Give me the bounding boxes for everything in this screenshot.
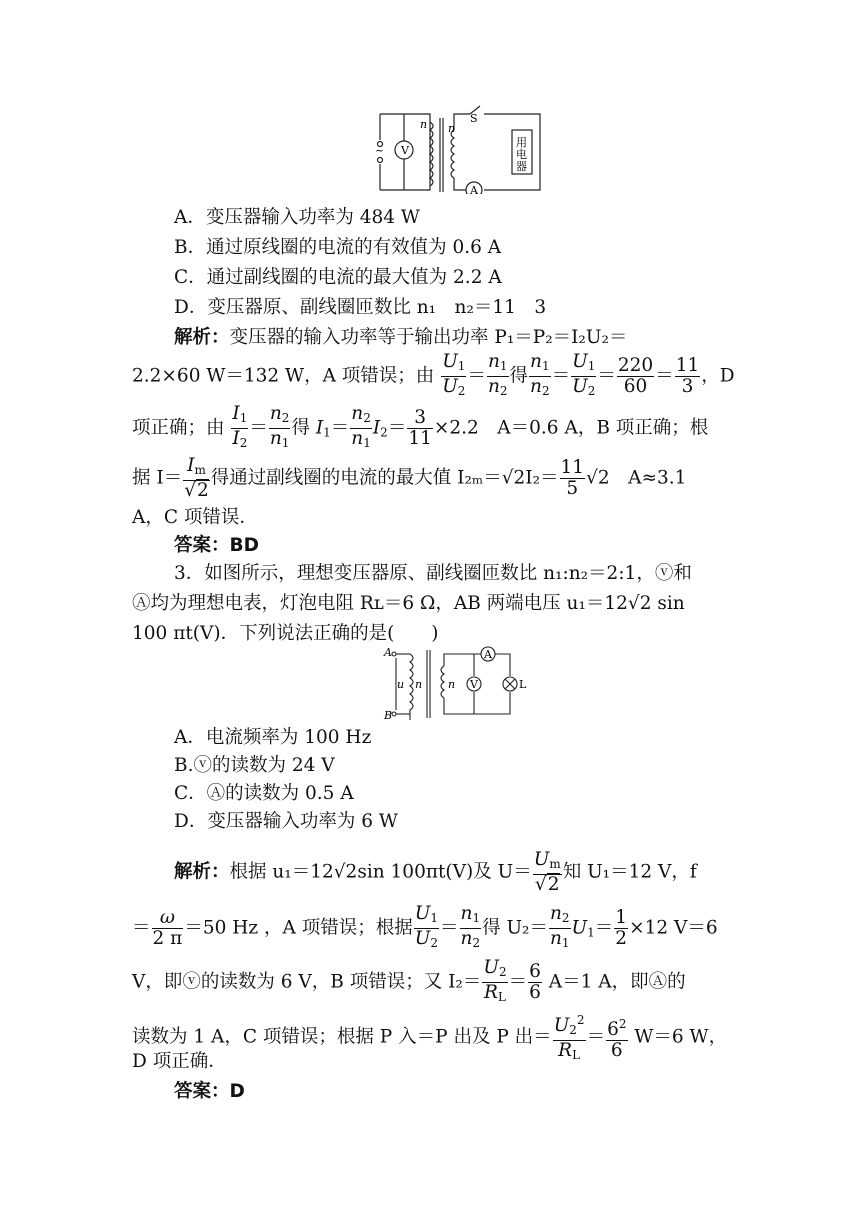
q3-answer: 答案：D	[174, 1081, 245, 1102]
q2-option-a: A．变压器输入功率为 484 W	[174, 207, 420, 228]
q2-analysis-line-5: A，C 项错误．	[132, 507, 258, 528]
q2-option-b: B．通过原线圈的电流的有效值为 0.6 A	[174, 237, 502, 258]
q2-analysis-line-2: 2.2×60 W＝132 W，A 项错误；由 $\frac{U_1}{U_2}$ ＝ $\frac{n_1}{n_2}$ 得 $\frac{n_1}{n_2}$ ＝ $\frac{U_1}{U_2}$ ＝ $\frac{220}{60}$ ＝ $\frac{11}{3}$ ，D	[132, 351, 735, 398]
q3-analysis-line-3: V，即ⓥ的读数为 6 V，B 项错误；又 I₂＝ $\frac{U_2}{R_L}$ ＝ $\frac{6}{6}$ A＝1 A，即Ⓐ的	[132, 957, 686, 1004]
ammeter-label: A	[484, 648, 492, 661]
q3-analysis-line-5: D 项正确．	[132, 1051, 227, 1072]
q3-stem-line-1: 3．如图所示，理想变压器原、副线圈匝数比 n₁:n₂＝2:1，ⓥ和	[174, 563, 692, 584]
q3-option-d: D．变压器输入功率为 6 W	[174, 811, 398, 832]
lamp-label: L	[519, 678, 527, 691]
q3-option-c: C．Ⓐ的读数为 0.5 A	[174, 783, 354, 804]
voltmeter-label: V	[470, 678, 478, 691]
n1-label: n	[420, 118, 428, 131]
q3-analysis-line-4: 读数为 1 A，C 项错误；根据 P 入＝P 出及 P 出＝ $\frac{U_2^2}{R_L}$ ＝ $\frac{6^2}{6}$ W＝6 W，	[132, 1010, 727, 1065]
voltmeter-label: V	[401, 144, 409, 157]
q2-option-c: C．通过副线圈的电流的最大值为 2.2 A	[174, 267, 502, 288]
terminal-b-label: B	[384, 709, 393, 720]
transformer-circuit-figure-1	[372, 104, 572, 194]
analysis-label: 解析：	[174, 327, 230, 348]
n2-label: n	[448, 678, 456, 691]
q3-stem-line-3: 100 πt(V)．下列说法正确的是( )	[132, 623, 439, 644]
q3-stem-line-2: Ⓐ均为理想电表，灯泡电阻 Rʟ＝6 Ω，AB 两端电压 u₁＝12√2 sin	[132, 593, 685, 614]
n1-label: n	[415, 678, 423, 691]
q2-analysis-line-1: 解析：变压器的输入功率等于输出功率 P₁＝P₂＝I₂U₂＝	[174, 327, 628, 348]
q2-analysis-line-4: 据 I＝ $\frac{I_m}{√2}$ 得通过副线圈的电流的最大值 I₂ₘ＝√2I₂＝ $\frac{11}{5}$ √2 A≈3.1	[132, 455, 687, 501]
ac-source-label: ~	[375, 144, 385, 157]
q3-option-a: A．电流频率为 100 Hz	[174, 727, 372, 748]
terminal-a-label: A	[384, 646, 392, 659]
q3-option-b: B.ⓥ的读数为 24 V	[174, 755, 335, 776]
q3-analysis-line-2: ＝ $\frac{\omega}{2 \pi}$ ＝50 Hz ，A 项错误；根据 $\frac{U_1}{U_2}$ ＝ $\frac{n_1}{n_2}$ 得 U₂＝ $\frac{n_2}{n_1}$ $U_1=$ $\frac{1}{2}$ ×12 V＝6	[132, 903, 718, 950]
n2-label: n	[448, 122, 456, 135]
q2-option-d: D．变压器原、副线圈匝数比 n₁ n₂＝11 3	[174, 297, 547, 318]
svg-text:电: 电	[516, 148, 527, 161]
load-label: 用	[516, 136, 527, 149]
q2-answer: 答案：BD	[174, 535, 259, 556]
svg-text:器: 器	[516, 160, 527, 173]
q3-analysis-line-1: 解析：根据 u₁＝12√2sin 100πt(V)及 U＝ $\frac{U_m}{√2}$ 知 U₁＝12 V，f	[174, 849, 697, 895]
analysis-label: 解析：	[174, 861, 230, 883]
ammeter-label: A	[470, 184, 478, 194]
u1-label: u	[397, 678, 405, 691]
transformer-circuit-figure-2	[382, 646, 532, 720]
switch-label: S	[470, 112, 478, 125]
q2-analysis-line-3: 项正确；由 $\frac{I_1}{I_2}$ ＝ $\frac{n_2}{n_1}$ 得 $I_1=$ $\frac{n_2}{n_1}$ $I_2=$ $\frac{3}{11}$ ×2.2 A＝0.6 A，B 项正确；根	[132, 403, 709, 450]
